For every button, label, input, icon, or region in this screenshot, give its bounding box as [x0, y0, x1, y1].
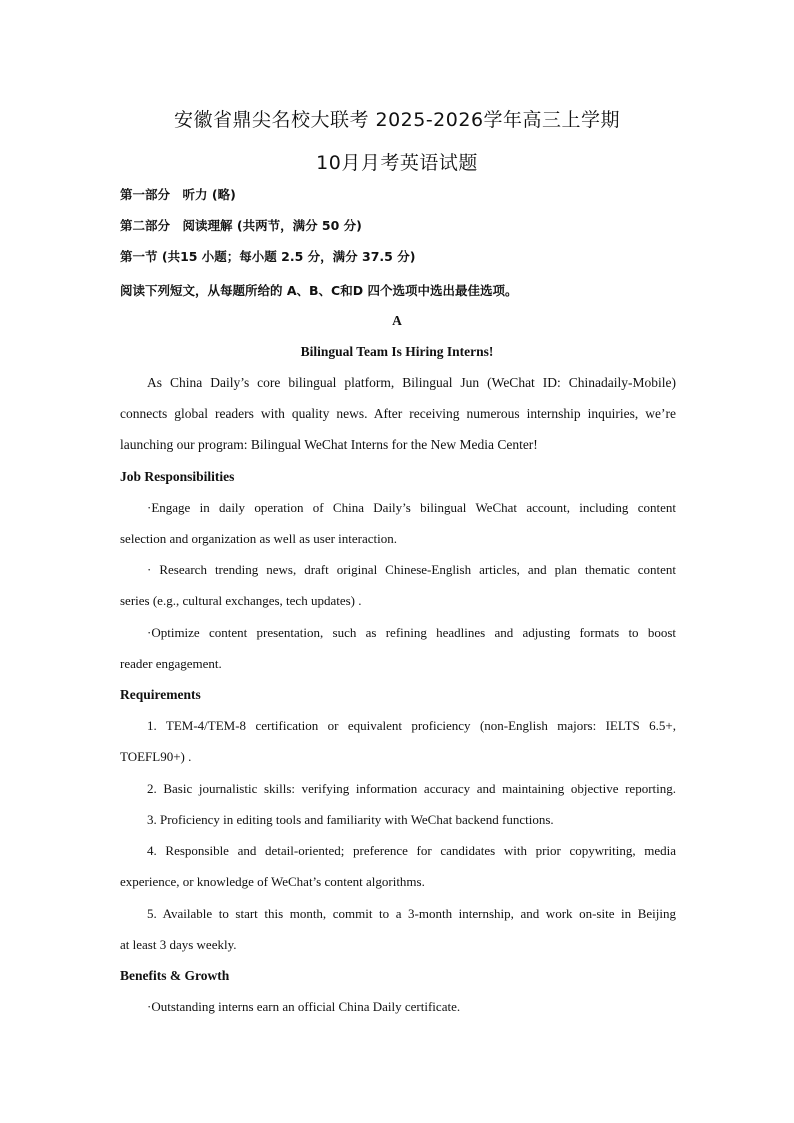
- requirement-item-line: 2. Basic journalistic skills: verifying information accuracy and maintaining objective reporting.: [147, 781, 676, 796]
- job-item-line: ·Engage in daily operation of China Daily’s bilingual WeChat account, including content: [147, 500, 676, 515]
- requirement-item-line: TOEFL90+) .: [120, 749, 192, 764]
- requirements-heading: Requirements: [120, 687, 201, 702]
- requirement-item-line: 3. Proficiency in editing tools and familiarity with WeChat backend functions.: [147, 812, 554, 827]
- job-item-line: reader engagement.: [120, 656, 222, 671]
- requirement-item-line: 5. Available to start this month, commit to a 3-month internship, and work on-site in Beijing: [147, 906, 676, 921]
- requirement-item-line: 4. Responsible and detail-oriented; preference for candidates with prior copywriting, media: [147, 843, 676, 858]
- job-item-line: series (e.g., cultural exchanges, tech updates) .: [120, 593, 362, 608]
- exam-title-line-2: 10月月考英语试题: [316, 152, 478, 174]
- job-responsibilities-heading: Job Responsibilities: [120, 469, 235, 484]
- job-item-line: selection and organization as well as user interaction.: [120, 531, 397, 546]
- requirement-item-line: at least 3 days weekly.: [120, 937, 237, 952]
- job-item-line: ·Optimize content presentation, such as refining headlines and adjusting formats to boost: [147, 625, 676, 640]
- passage-label: A: [392, 313, 402, 328]
- benefits-heading: Benefits & Growth: [120, 968, 230, 983]
- exam-title-line-1: 安徽省鼎尖名校大联考 2025-2026学年高三上学期: [173, 109, 621, 131]
- section1-heading: 第一节 (共15 小题；每小题 2.5 分，满分 37.5 分): [120, 249, 416, 264]
- part2-heading: 第二部分 阅读理解 (共两节，满分 50 分): [120, 218, 362, 233]
- benefit-item-line: ·Outstanding interns earn an official China Daily certificate.: [147, 999, 461, 1014]
- requirement-item-line: 1. TEM-4/TEM-8 certification or equivalent proficiency (non-English majors: IELTS 6.5+,: [147, 718, 676, 733]
- instruction-text: 阅读下列短文，从每题所给的 A、B、C和D 四个选项中选出最佳选项。: [120, 283, 518, 298]
- intro-line: connects global readers with quality news. After receiving numerous internship inquiries, we’re: [120, 406, 676, 421]
- job-item-line: · Research trending news, draft original Chinese-English articles, and plan thematic content: [147, 562, 676, 577]
- part1-heading: 第一部分 听力 (略): [120, 187, 236, 202]
- passage-title: Bilingual Team Is Hiring Interns!: [300, 344, 494, 359]
- intro-line: launching our program: Bilingual WeChat Interns for the New Media Center!: [120, 437, 538, 452]
- intro-line: As China Daily’s core bilingual platform, Bilingual Jun (WeChat ID: Chinadaily-Mobile): [147, 375, 676, 390]
- requirement-item-line: experience, or knowledge of WeChat’s content algorithms.: [120, 874, 425, 889]
